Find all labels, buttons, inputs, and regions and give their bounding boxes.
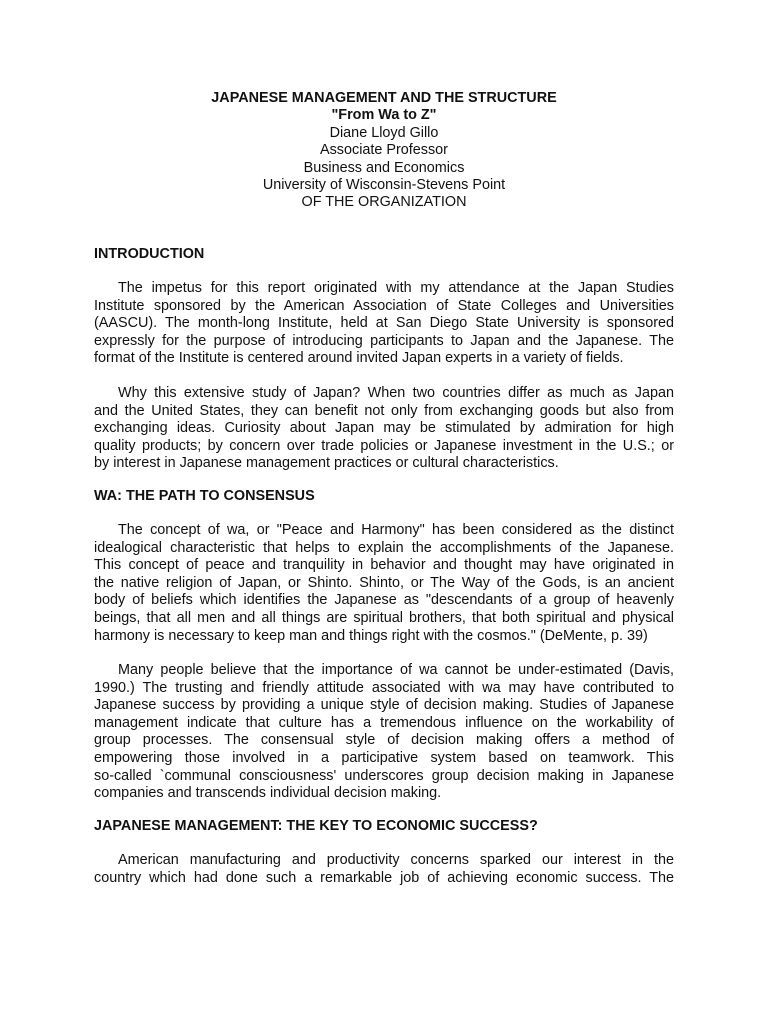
document-title-continued: OF THE ORGANIZATION xyxy=(301,194,467,211)
paragraph-line: quality products; by concern over trade policies or Japanese investment in the U.S.; or xyxy=(94,437,674,454)
paragraph-line: companies and transcends individual decision making. xyxy=(94,785,442,802)
author-position: Associate Professor xyxy=(320,142,448,159)
paragraph-line: Japanese success by providing a unique style of decision making. Studies of Japanese xyxy=(94,697,674,714)
paragraph-line: 1990.) The trusting and friendly attitude associated with wa may have contributed to xyxy=(94,679,674,696)
paragraph-wa-2 xyxy=(94,662,674,803)
document-title: JAPANESE MANAGEMENT AND THE STRUCTURE xyxy=(211,90,557,106)
paragraph-line: and the United States, they can benefit not only from exchanging goods but also from xyxy=(94,402,674,419)
paragraph-line: by interest in Japanese management practices or cultural characteristics. xyxy=(94,455,559,472)
section-heading-introduction: INTRODUCTION xyxy=(94,246,205,262)
paragraph-line: beings, that all men and all things are spiritual brothers, that both spiritual and physical xyxy=(94,609,674,626)
document-header xyxy=(0,90,768,212)
paragraph-line: Institute sponsored by the American Association of State Colleges and Universities xyxy=(94,297,674,314)
paragraph-line: The concept of wa, or "Peace and Harmony" has been considered as the distinct xyxy=(118,522,674,538)
paragraph-line: American manufacturing and productivity concerns sparked our interest in the xyxy=(118,852,674,868)
paragraph-line: The impetus for this report originated with my attendance at the Japan Studies xyxy=(118,280,674,296)
paragraph-wa-1 xyxy=(94,522,674,645)
paragraph-line: body of beliefs which identifies the Japanese as "descendants of a group of heavenly xyxy=(94,592,674,609)
document-subtitle: "From Wa to Z" xyxy=(331,107,437,124)
paragraph-line: empowering those involved in a participative system based on teamwork. This xyxy=(94,749,674,766)
paragraph-introduction-1 xyxy=(94,280,674,368)
paragraph-line: (AASCU). The month-long Institute, held at San Diego State University is sponsored xyxy=(94,315,674,332)
paragraph-line: group processes. The consensual style of decision making offers a method of xyxy=(94,732,674,749)
paragraph-introduction-2 xyxy=(94,385,674,473)
paragraph-line: format of the Institute is centered around invited Japan experts in a variety of fields. xyxy=(94,350,624,367)
paragraph-line: exchanging ideas. Curiosity about Japan may be stimulated by admiration for high xyxy=(94,420,674,437)
paragraph-line: the native religion of Japan, or Shinto. Shinto, or The Way of the Gods, is an ancient xyxy=(94,574,674,591)
section-heading-management: JAPANESE MANAGEMENT: THE KEY TO ECONOMIC SUCCESS? xyxy=(94,818,538,834)
paragraph-line: idealogical characteristic that helps to explain the accomplishments of the Japanese. xyxy=(94,539,674,556)
paragraph-management-1 xyxy=(94,852,674,887)
paragraph-line: country which had done such a remarkable job of achieving economic success. The xyxy=(94,869,674,886)
section-heading-wa: WA: THE PATH TO CONSENSUS xyxy=(94,488,315,504)
author-department: Business and Economics xyxy=(303,159,465,176)
author-name: Diane Lloyd Gillo xyxy=(329,124,439,141)
author-university: University of Wisconsin-Stevens Point xyxy=(262,177,506,194)
paragraph-line: management indicate that culture has a tremendous influence on the workability of xyxy=(94,714,674,731)
paragraph-line: harmony is necessary to keep man and things right with the cosmos." (DeMente, p. 39) xyxy=(94,627,648,644)
paragraph-line: expressly for the purpose of introducing participants to Japan and the Japanese. The xyxy=(94,332,674,349)
paragraph-line: Why this extensive study of Japan? When two countries differ as much as Japan xyxy=(118,385,674,401)
paragraph-line: Many people believe that the importance of wa cannot be under-estimated (Davis, xyxy=(118,662,674,678)
paragraph-line: so-called `communal consciousness' underscores group decision making in Japanese xyxy=(94,767,674,784)
paragraph-line: This concept of peace and tranquility in behavior and thought may have originated in xyxy=(94,557,674,574)
